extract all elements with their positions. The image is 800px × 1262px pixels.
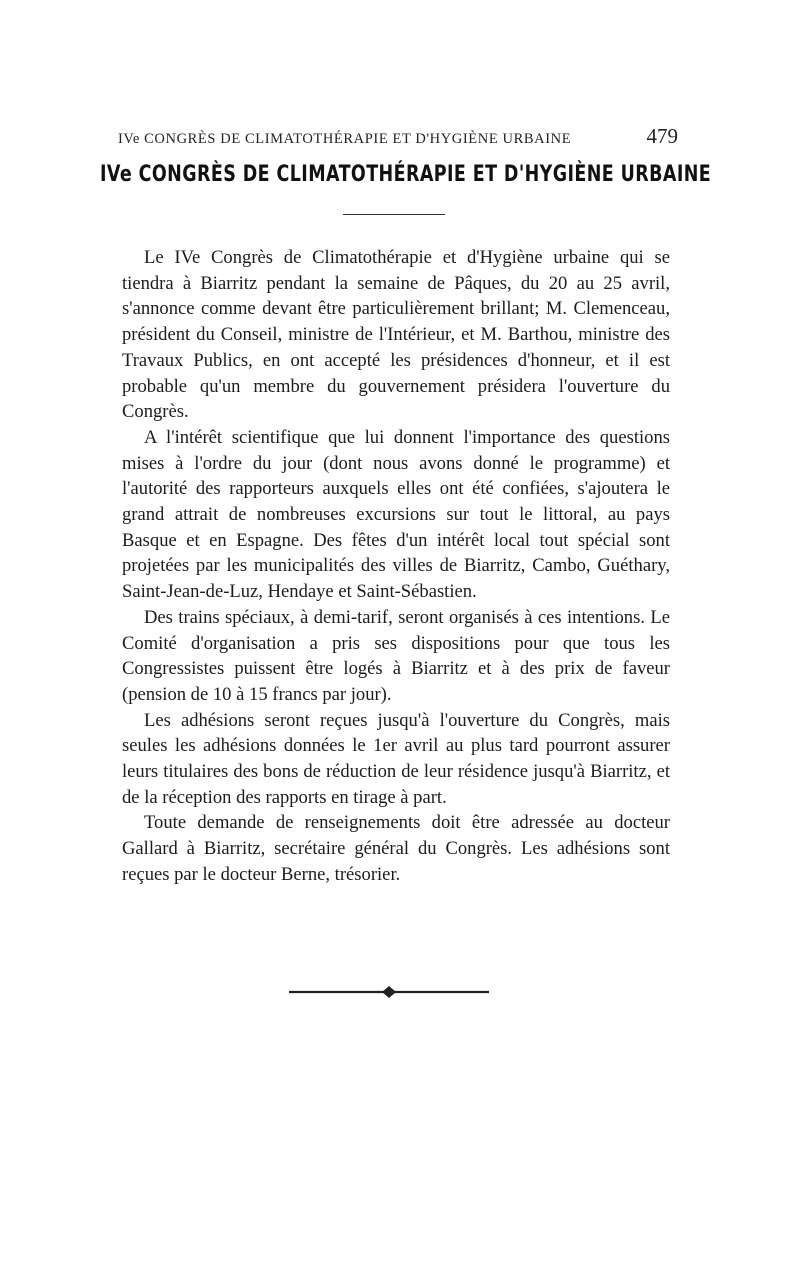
article-body [122,245,670,888]
paragraph: Toute demande de renseignements doit être adressée au docteur Gallard à Biarritz, secrétaire général du Congrès. Les adhésions sont reçues par le docteur Berne, trésorier. [122,812,670,885]
end-ornament [289,986,489,998]
title-rule [343,214,445,215]
page-number: 479 [646,124,678,148]
paragraph: Les adhésions seront reçues jusqu'à l'ouverture du Congrès, mais seules les adhésions données le 1er avril au plus tard pourront assurer leurs titulaires des bons de réduction de leur résidence jusqu'à Biarritz, et de la réception des rapports en tirage à part. [122,709,670,808]
paragraph: A l'intérêt scientifique que lui donnent l'importance des questions mises à l'ordre du jour (dont nous avons donné le programme) et l'autorité des rapporteurs auxquels elles ont été confiées, s'ajoutera le grand attrait de nombreuses excursions sur tout le littoral, au pays Basque et en Espagne. Des fêtes d'un intérêt local tout spécial sont projetées par les municipalités des villes de Biarritz, Cambo, Guéthary, Saint-Jean-de-Luz, Hendaye et Saint-Sébastien. [122,426,670,603]
article-title: IVe CONGRÈS DE CLIMATOTHÉRAPIE ET D'HYGIÈNE URBAINE [100,162,712,187]
paragraph: Des trains spéciaux, à demi-tarif, seront organisés à ces intentions. Le Comité d'organisation a pris ses dispositions pour que tous les Congressistes puissent être logés à Biarritz et à des prix de faveur (pension de 10 à 15 francs par jour). [122,606,670,705]
running-head [118,124,678,150]
paragraph: Le IVe Congrès de Climatothérapie et d'Hygiène urbaine qui se tiendra à Biarritz pendant la semaine de Pâques, du 20 au 25 avril, s'annonce comme devant être particulièrement brillant; M. Clemenceau, président du Conseil, ministre de l'Intérieur, et M. Barthou, ministre des Travaux Publics, en ont accepté les présidences d'honneur, et il est probable qu'un membre du gouvernement présidera l'ouverture du Congrès. [122,247,670,423]
running-head-title: IVe CONGRÈS DE CLIMATOTHÉRAPIE ET D'HYGIÈNE URBAINE [118,131,572,147]
